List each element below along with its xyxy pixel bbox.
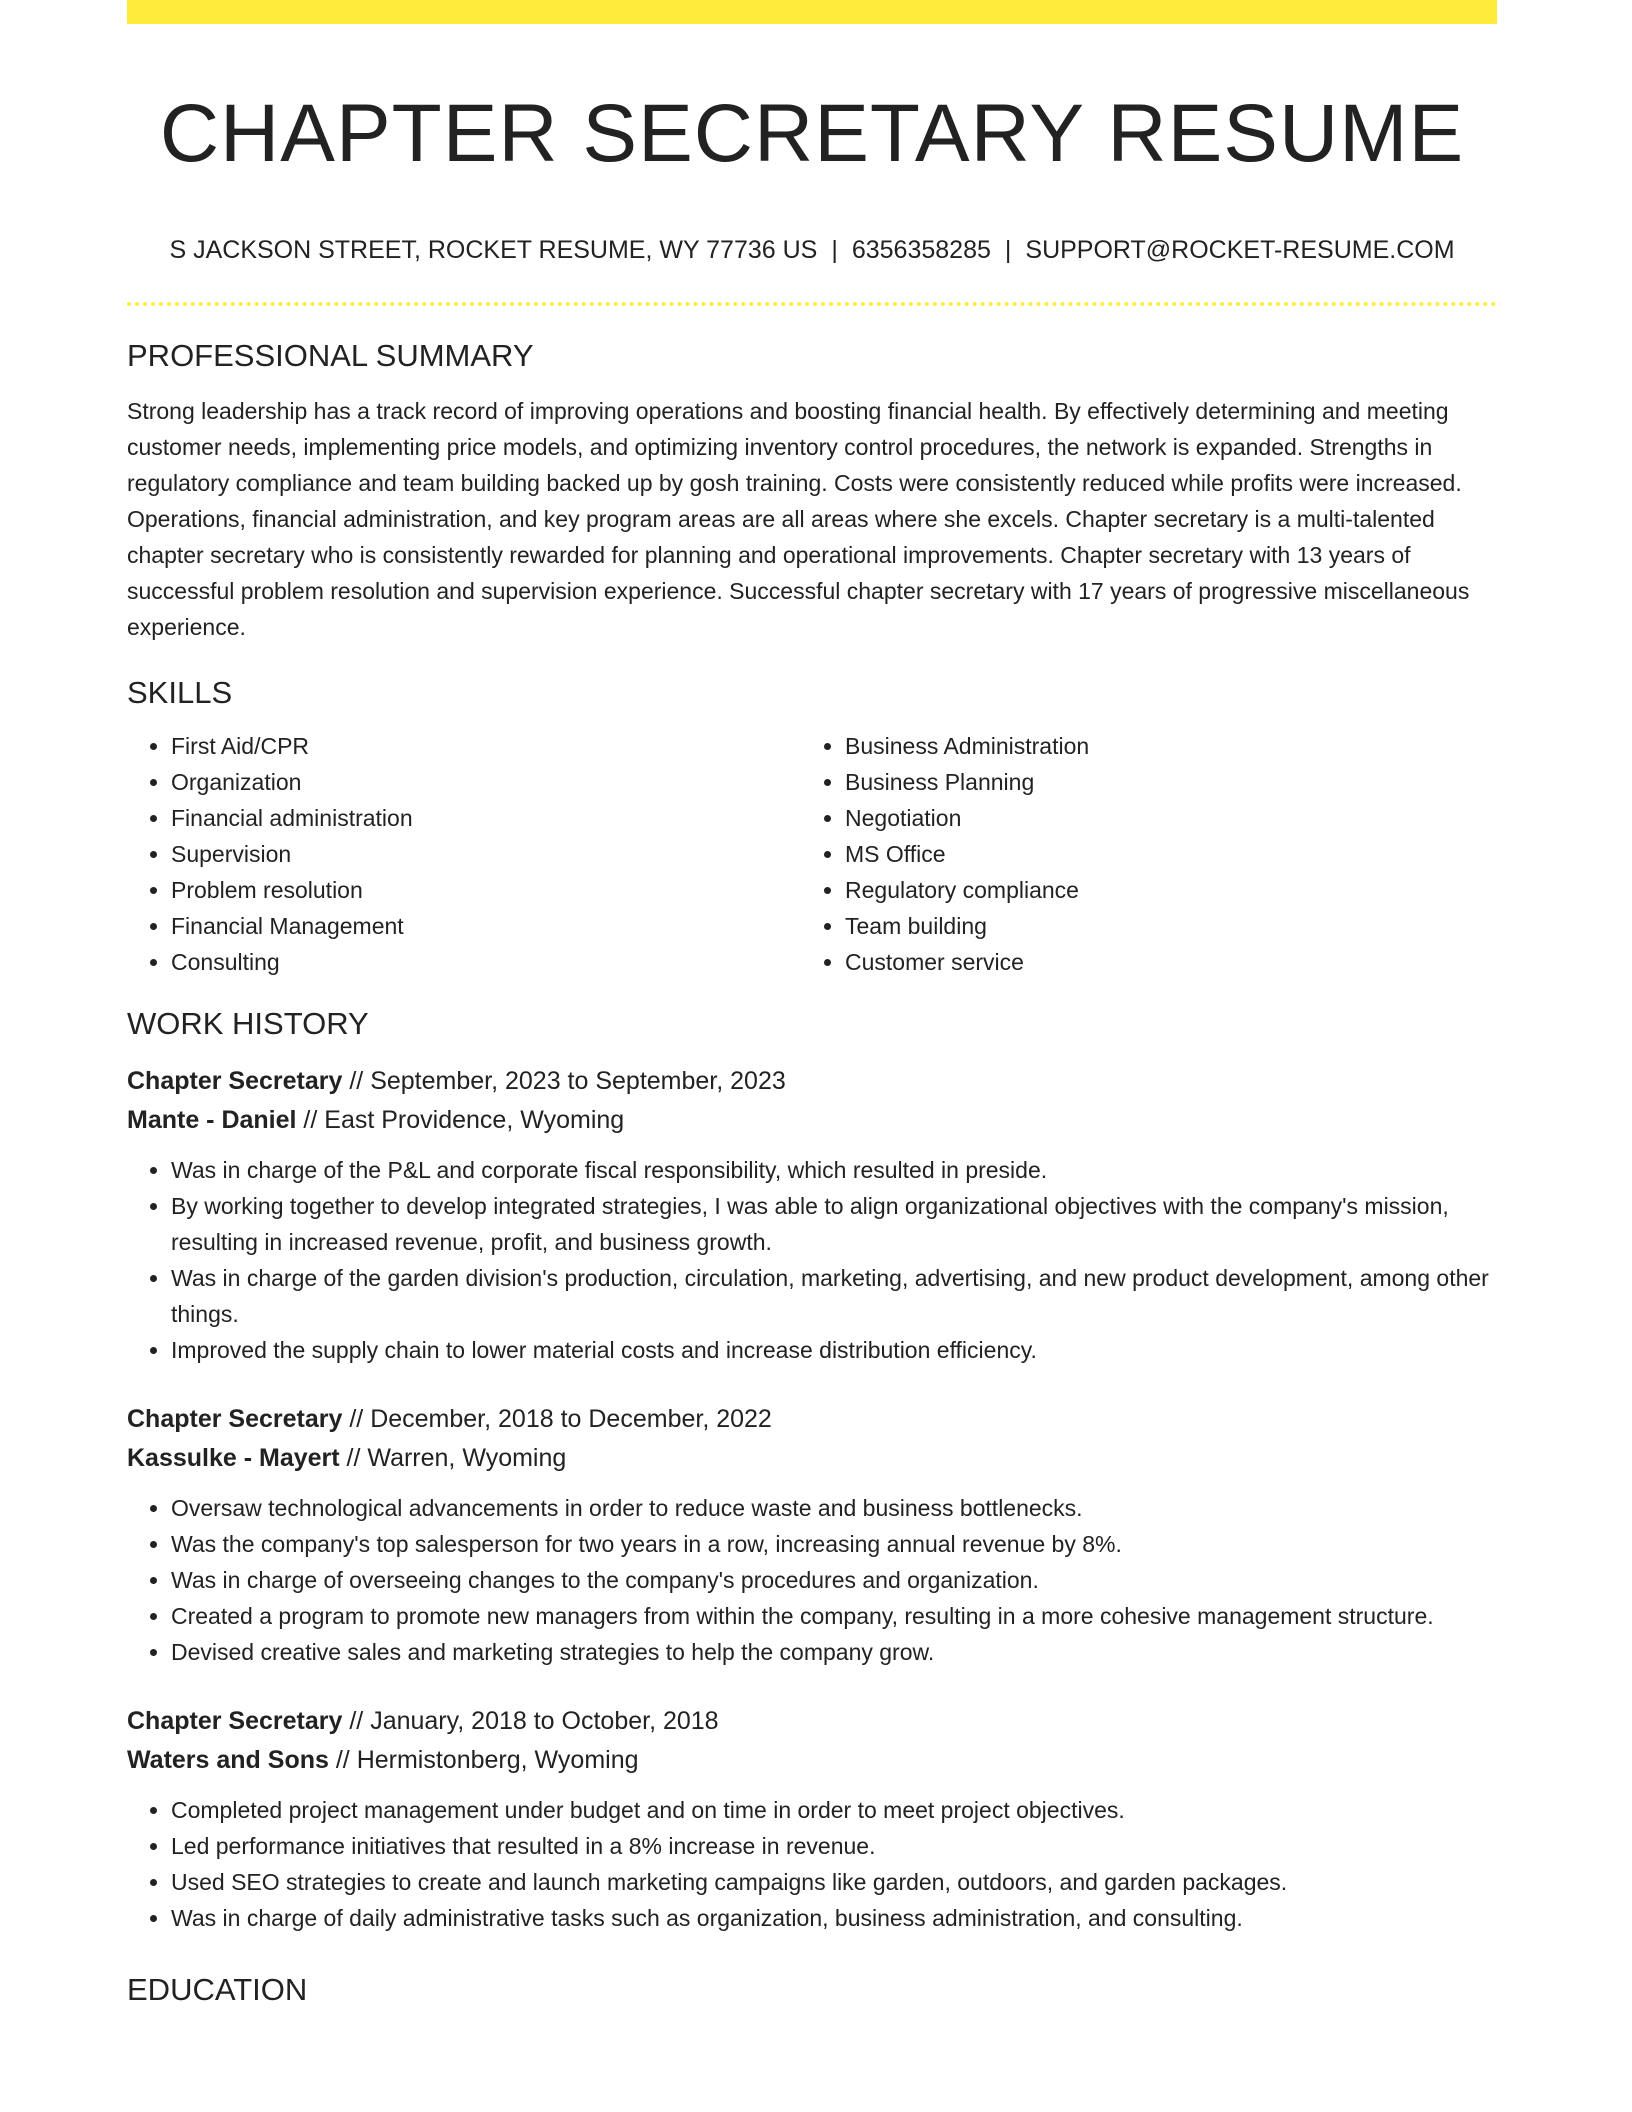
job-separator: // [328,1746,357,1774]
job-entry [127,1062,1497,1368]
education-heading: EDUCATION [127,1972,308,2007]
skill-item: • Team building [845,908,1475,944]
skills-column-left [127,728,801,980]
job-title-line [127,1702,1497,1741]
work-history-heading: WORK HISTORY [127,1006,369,1041]
job-dates: September, 2023 to September, 2023 [370,1067,786,1095]
job-bullets [127,1490,1497,1670]
job-bullet: • Devised creative sales and marketing strategies to help the company grow. [171,1634,1497,1670]
job-bullet: • Completed project management under budget and on time in order to meet project objectives. [171,1792,1497,1828]
job-separator: // [296,1106,325,1134]
job-bullet: • Oversaw technological advancements in order to reduce waste and business bottlenecks. [171,1490,1497,1526]
job-bullet: • Was in charge of daily administrative tasks such as organization, business administration, and consulting. [171,1900,1497,1936]
skill-item: • Regulatory compliance [845,872,1475,908]
job-location: Warren, Wyoming [367,1444,567,1472]
dotted-divider [127,302,1497,306]
job-bullet: • Led performance initiatives that resulted in a 8% increase in revenue. [171,1828,1497,1864]
summary-text: Strong leadership has a track record of improving operations and boosting financial health. By effectively determining and meeting customer needs, implementing price models, and optimizing inventory control procedures, the network is expanded. Strengths in regulatory compliance and team building backed up by gosh training. Costs were consistently reduced while profits were increased. Operations, financial administration, and key program areas are all areas where she excels. Chapter secretary is a multi-talented chapter secretary who is consistently rewarded for planning and operational improvements. Chapter secretary with 13 years of successful problem resolution and supervision experience. Successful chapter secretary with 17 years of progressive miscellaneous experience. [127,398,1470,640]
job-entry [127,1400,1497,1670]
skills-list [127,728,1497,980]
job-location: East Providence, Wyoming [324,1106,625,1134]
skill-item: • MS Office [845,836,1475,872]
job-company-line [127,1101,1497,1140]
job-bullets [127,1792,1497,1936]
job-company: Waters and Sons [127,1746,329,1774]
contact-phone: 6356358285 [851,236,991,264]
job-title: Chapter Secretary [127,1707,343,1735]
contact-separator: | [1004,236,1012,264]
job-bullet: • Was the company's top salesperson for two years in a row, increasing annual revenue by 8%. [171,1526,1497,1562]
job-bullet: • Created a program to promote new managers from within the company, resulting in a more cohesive management structure. [171,1598,1497,1634]
skill-item: • Business Administration [845,728,1475,764]
skill-item: • Negotiation [845,800,1475,836]
skill-item: • Consulting [171,944,801,980]
accent-top-bar [127,0,1497,24]
job-separator: // [342,1067,371,1095]
job-company: Kassulke - Mayert [127,1444,340,1472]
skill-item: • Financial Management [171,908,801,944]
job-company-line [127,1439,1497,1478]
job-separator: // [342,1405,371,1433]
job-company-line [127,1741,1497,1780]
job-bullet: • Was in charge of overseeing changes to the company's procedures and organization. [171,1562,1497,1598]
skill-item: • First Aid/CPR [171,728,801,764]
contact-separator: | [831,236,838,264]
contact-line [127,234,1497,266]
skills-column-right [801,728,1475,980]
job-company: Mante - Daniel [127,1106,297,1134]
job-location: Hermistonberg, Wyoming [356,1746,639,1774]
skill-item: • Financial administration [171,800,801,836]
job-dates: December, 2018 to December, 2022 [370,1405,772,1433]
job-title-line [127,1062,1497,1101]
page-title: CHAPTER SECRETARY RESUME [159,88,1465,179]
job-dates: January, 2018 to October, 2018 [370,1707,719,1735]
contact-email: SUPPORT@ROCKET-RESUME.COM [1025,236,1455,264]
skill-item: • Organization [171,764,801,800]
summary-heading: PROFESSIONAL SUMMARY [127,338,534,373]
job-entry [127,1702,1497,1936]
resume-page [127,0,1497,2010]
job-bullet: • Used SEO strategies to create and launch marketing campaigns like garden, outdoors, and garden packages. [171,1864,1497,1900]
skills-heading: SKILLS [127,675,233,710]
contact-address: S JACKSON STREET, ROCKET RESUME, WY 77736 US [169,236,818,264]
job-bullet: • By working together to develop integrated strategies, I was able to align organizational objectives with the company's mission, resulting in increased revenue, profit, and business growth. [171,1188,1497,1260]
job-title: Chapter Secretary [127,1405,343,1433]
job-separator: // [342,1707,371,1735]
skill-item: • Problem resolution [171,872,801,908]
skill-item: • Business Planning [845,764,1475,800]
job-bullet: • Was in charge of the garden division's production, circulation, marketing, advertising, and new product development, among other things. [171,1260,1497,1332]
skill-item: • Supervision [171,836,801,872]
job-bullet: • Improved the supply chain to lower material costs and increase distribution efficiency. [171,1332,1497,1368]
job-title: Chapter Secretary [127,1067,343,1095]
job-title-line [127,1400,1497,1439]
job-bullet: • Was in charge of the P&L and corporate fiscal responsibility, which resulted in preside. [171,1152,1497,1188]
job-bullets [127,1152,1497,1368]
job-separator: // [339,1444,368,1472]
skill-item: • Customer service [845,944,1475,980]
